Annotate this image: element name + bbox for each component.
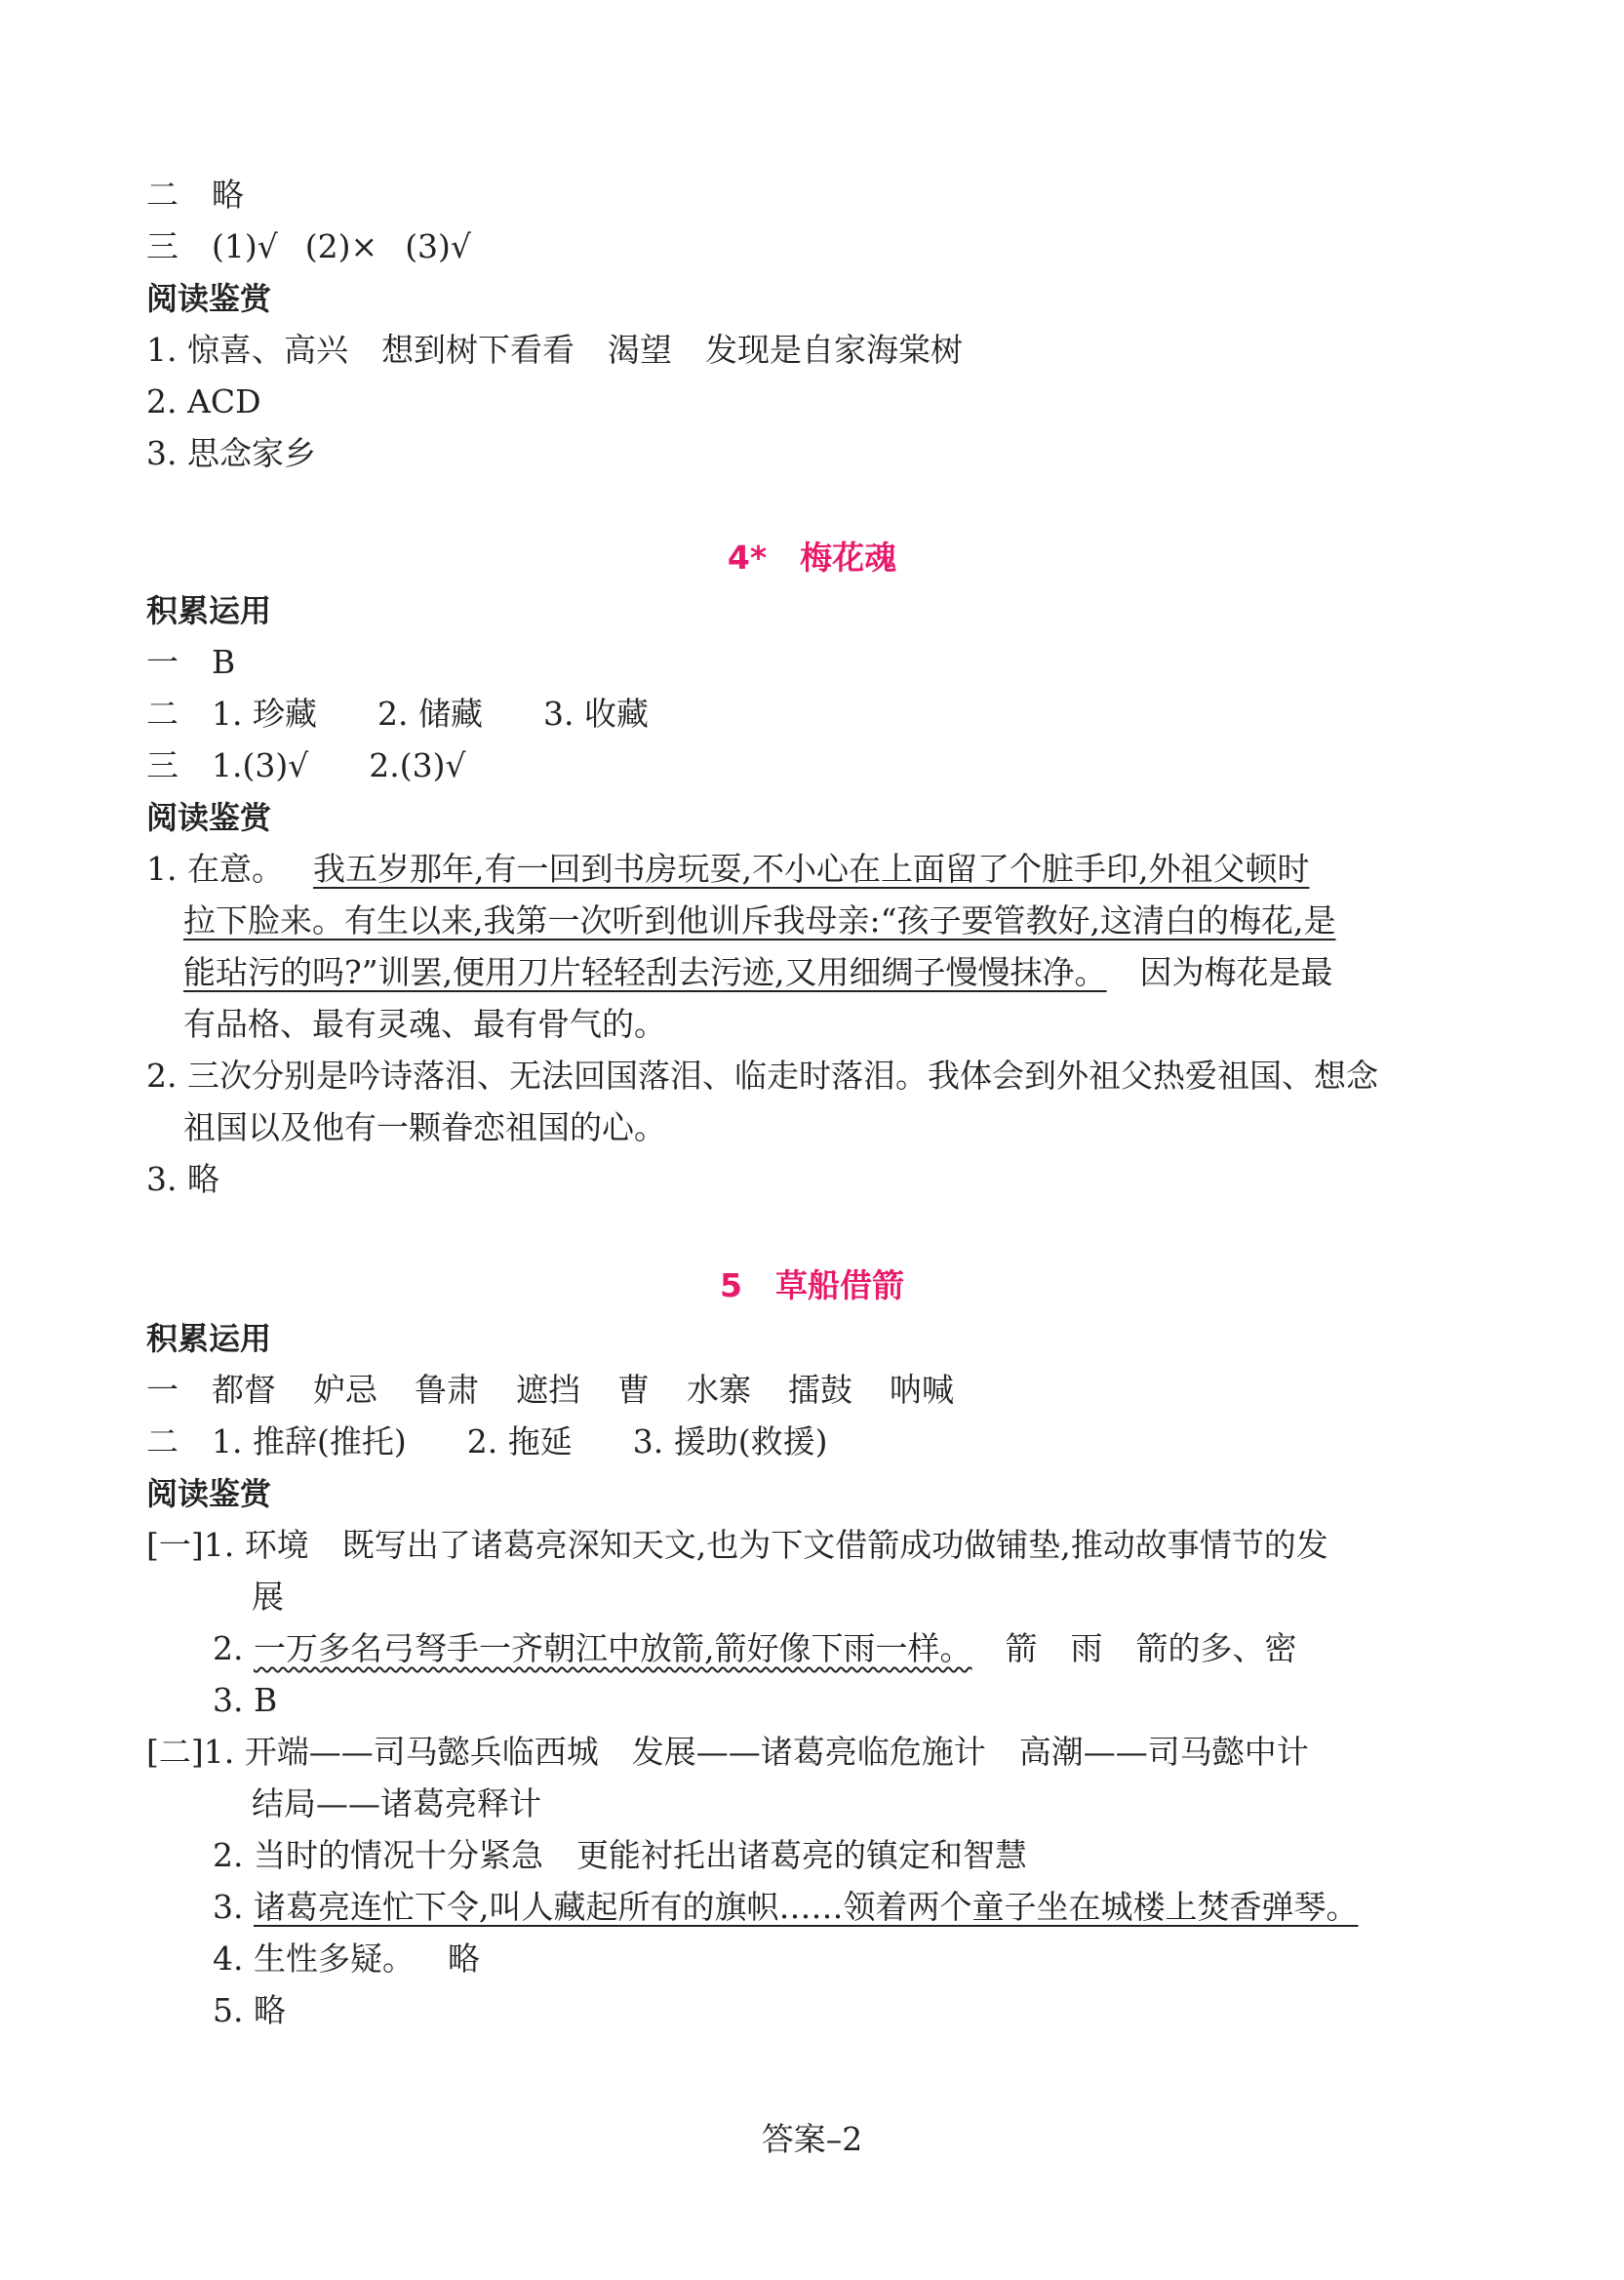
item: 1.(3)√ bbox=[212, 746, 309, 784]
item: (2)× bbox=[304, 227, 378, 265]
answer-line bbox=[146, 848, 1309, 891]
answer-part: 环境 bbox=[244, 1526, 309, 1564]
answer-text: 略 bbox=[254, 1991, 286, 2029]
answer-number: 2. bbox=[146, 382, 178, 420]
underlined-quote: 我五岁那年,有一回到书房玩耍,不小心在上面留了个脏手印,外祖父顿时 bbox=[313, 850, 1310, 888]
label: 一 bbox=[146, 643, 178, 681]
answer-line bbox=[146, 1158, 219, 1201]
wavy-underlined-quote: 一万多名弓弩手一齐朝江中放箭,箭好像下雨一样。 bbox=[254, 1629, 972, 1667]
answer-line bbox=[183, 951, 1333, 994]
answer-number: 2. bbox=[146, 1057, 178, 1095]
answer-line bbox=[146, 1731, 1309, 1774]
word: 擂鼓 bbox=[788, 1371, 852, 1409]
underlined-quote: 拉下脸来。有生以来,我第一次听到他训斥我母亲:“孩子要管教好,这清白的梅花,是 bbox=[183, 901, 1336, 940]
answer-part: 当时的情况十分紧急 bbox=[254, 1836, 543, 1874]
word: 鲁肃 bbox=[415, 1371, 479, 1409]
er-line bbox=[146, 1420, 827, 1463]
item: 3. 援助(救援) bbox=[632, 1422, 828, 1460]
item: 3. 收藏 bbox=[542, 695, 649, 733]
item: 2.(3)√ bbox=[369, 746, 466, 784]
answer-part: 有品格、最有灵魂、最有骨气的。 bbox=[183, 1005, 666, 1043]
answer-part: 惊喜、高兴 bbox=[187, 331, 348, 369]
lesson-number: 4* bbox=[727, 539, 768, 577]
item: (1)√ bbox=[212, 227, 278, 265]
answer-line bbox=[252, 1576, 284, 1619]
answer-text: 略 bbox=[187, 1160, 219, 1198]
answer-text: ACD bbox=[187, 382, 261, 420]
label: 二 bbox=[146, 695, 178, 733]
answer-line bbox=[183, 900, 1335, 942]
answer-line bbox=[146, 329, 963, 372]
san-line bbox=[146, 744, 466, 787]
underlined-quote: 诸葛亮连忙下令,叫人藏起所有的旗帜……领着两个童子坐在城楼上焚香弹琴。 bbox=[254, 1888, 1359, 1926]
answer-number: 1. bbox=[146, 331, 178, 369]
lesson-title bbox=[0, 1264, 1624, 1307]
answer-part: 发现是自家海棠树 bbox=[705, 331, 963, 369]
answer-line bbox=[213, 1938, 480, 1980]
page-number: 答案–2 bbox=[761, 2120, 863, 2158]
answer-part: 渴望 bbox=[608, 331, 672, 369]
answer-part: 箭 bbox=[1005, 1629, 1038, 1667]
answer-number: 2. bbox=[213, 1629, 244, 1667]
answer-number: 2. bbox=[213, 1836, 244, 1874]
answer-line bbox=[146, 432, 316, 475]
answer-line bbox=[252, 1782, 541, 1825]
answer-line bbox=[213, 1886, 1359, 1929]
answer-part: 展 bbox=[252, 1578, 284, 1616]
section-heading: 积累运用 bbox=[146, 592, 272, 629]
answer-number: 3. bbox=[146, 434, 178, 472]
lesson-title bbox=[0, 537, 1624, 580]
answer-text: B bbox=[254, 1681, 278, 1719]
item: 2. 储藏 bbox=[376, 695, 483, 733]
item: 2. 拖延 bbox=[466, 1422, 573, 1460]
word: 妒忌 bbox=[313, 1371, 377, 1409]
top-san-line bbox=[146, 225, 471, 268]
answer-text: B bbox=[212, 643, 236, 681]
label: 二 bbox=[146, 176, 178, 214]
part-label: [一] bbox=[146, 1526, 204, 1564]
answer-part: 箭的多、密 bbox=[1135, 1629, 1297, 1667]
item: 1. 推辞(推托) bbox=[212, 1422, 407, 1460]
answer-line bbox=[213, 1679, 277, 1722]
answer-part: 祖国以及他有一颗眷恋祖国的心。 bbox=[183, 1108, 666, 1146]
answer-part: 雨 bbox=[1070, 1629, 1103, 1667]
answer-number: 3. bbox=[213, 1888, 244, 1926]
answer-number: 1. bbox=[203, 1733, 235, 1771]
answer-part: 想到树下看看 bbox=[381, 331, 574, 369]
answer-text: 思念家乡 bbox=[187, 434, 316, 472]
answer-number: 3. bbox=[146, 1160, 178, 1198]
answer-part: 结局——诸葛亮释计 bbox=[252, 1784, 541, 1822]
answer-part: 高潮——司马懿中计 bbox=[1018, 1733, 1309, 1771]
item: 1. 珍藏 bbox=[212, 695, 317, 733]
answer-part: 三次分别是吟诗落泪、无法回国落泪、临走时落泪。我体会到外祖父热爱祖国、想念 bbox=[187, 1057, 1378, 1095]
word: 曹 bbox=[617, 1371, 650, 1409]
part-label: [二] bbox=[146, 1733, 204, 1771]
answer-part: 发展——诸葛亮临危施计 bbox=[631, 1733, 986, 1771]
label: 三 bbox=[146, 227, 178, 265]
er-line bbox=[146, 693, 649, 736]
answer-line bbox=[183, 1003, 666, 1046]
answer-number: 4. bbox=[213, 1940, 244, 1978]
lesson-number: 5 bbox=[720, 1266, 742, 1304]
answer-line bbox=[213, 1627, 1297, 1670]
lesson-name: 草船借箭 bbox=[774, 1266, 904, 1304]
underlined-quote: 能玷污的吗?”训罢,便用刀片轻轻刮去污迹,又用细绸子慢慢抹净。 bbox=[183, 953, 1107, 991]
answer-part: 因为梅花是最 bbox=[1139, 953, 1333, 991]
top-er-line bbox=[146, 174, 244, 217]
answer-part: 生性多疑。 bbox=[254, 1940, 415, 1978]
answer-line bbox=[146, 380, 261, 423]
answer-part: 在意。 bbox=[187, 850, 284, 888]
yi-line bbox=[146, 1369, 954, 1412]
label: 二 bbox=[146, 1422, 178, 1460]
answer-part: 既写出了诸葛亮深知天文,也为下文借箭成功做铺垫,推动故事情节的发 bbox=[341, 1526, 1328, 1564]
yi-line bbox=[146, 641, 235, 684]
answer-part: 开端——司马懿兵临西城 bbox=[244, 1733, 599, 1771]
answer-line bbox=[213, 1834, 1027, 1877]
lesson-name: 梅花魂 bbox=[800, 539, 897, 577]
answer-number: 3. bbox=[213, 1681, 244, 1719]
answer-line bbox=[213, 1989, 286, 2032]
answer-line bbox=[183, 1106, 666, 1149]
answer-text: 略 bbox=[212, 176, 244, 214]
word: 水寨 bbox=[687, 1371, 751, 1409]
word: 遮挡 bbox=[516, 1371, 580, 1409]
item: (3)√ bbox=[405, 227, 471, 265]
word: 呐喊 bbox=[890, 1371, 954, 1409]
answer-part: 更能衬托出诸葛亮的镇定和智慧 bbox=[576, 1836, 1027, 1874]
answer-number: 1. bbox=[203, 1526, 235, 1564]
answer-part: 略 bbox=[448, 1940, 480, 1978]
answer-number: 5. bbox=[213, 1991, 244, 2029]
section-heading: 阅读鉴赏 bbox=[146, 799, 272, 836]
label: 一 bbox=[146, 1371, 178, 1409]
section-heading: 阅读鉴赏 bbox=[146, 1475, 272, 1512]
answer-line bbox=[146, 1524, 1328, 1567]
word: 都督 bbox=[212, 1371, 276, 1409]
answer-number: 1. bbox=[146, 850, 178, 888]
label: 三 bbox=[146, 746, 178, 784]
section-heading: 阅读鉴赏 bbox=[146, 280, 272, 317]
section-heading: 积累运用 bbox=[146, 1320, 272, 1357]
answer-line bbox=[146, 1055, 1378, 1098]
